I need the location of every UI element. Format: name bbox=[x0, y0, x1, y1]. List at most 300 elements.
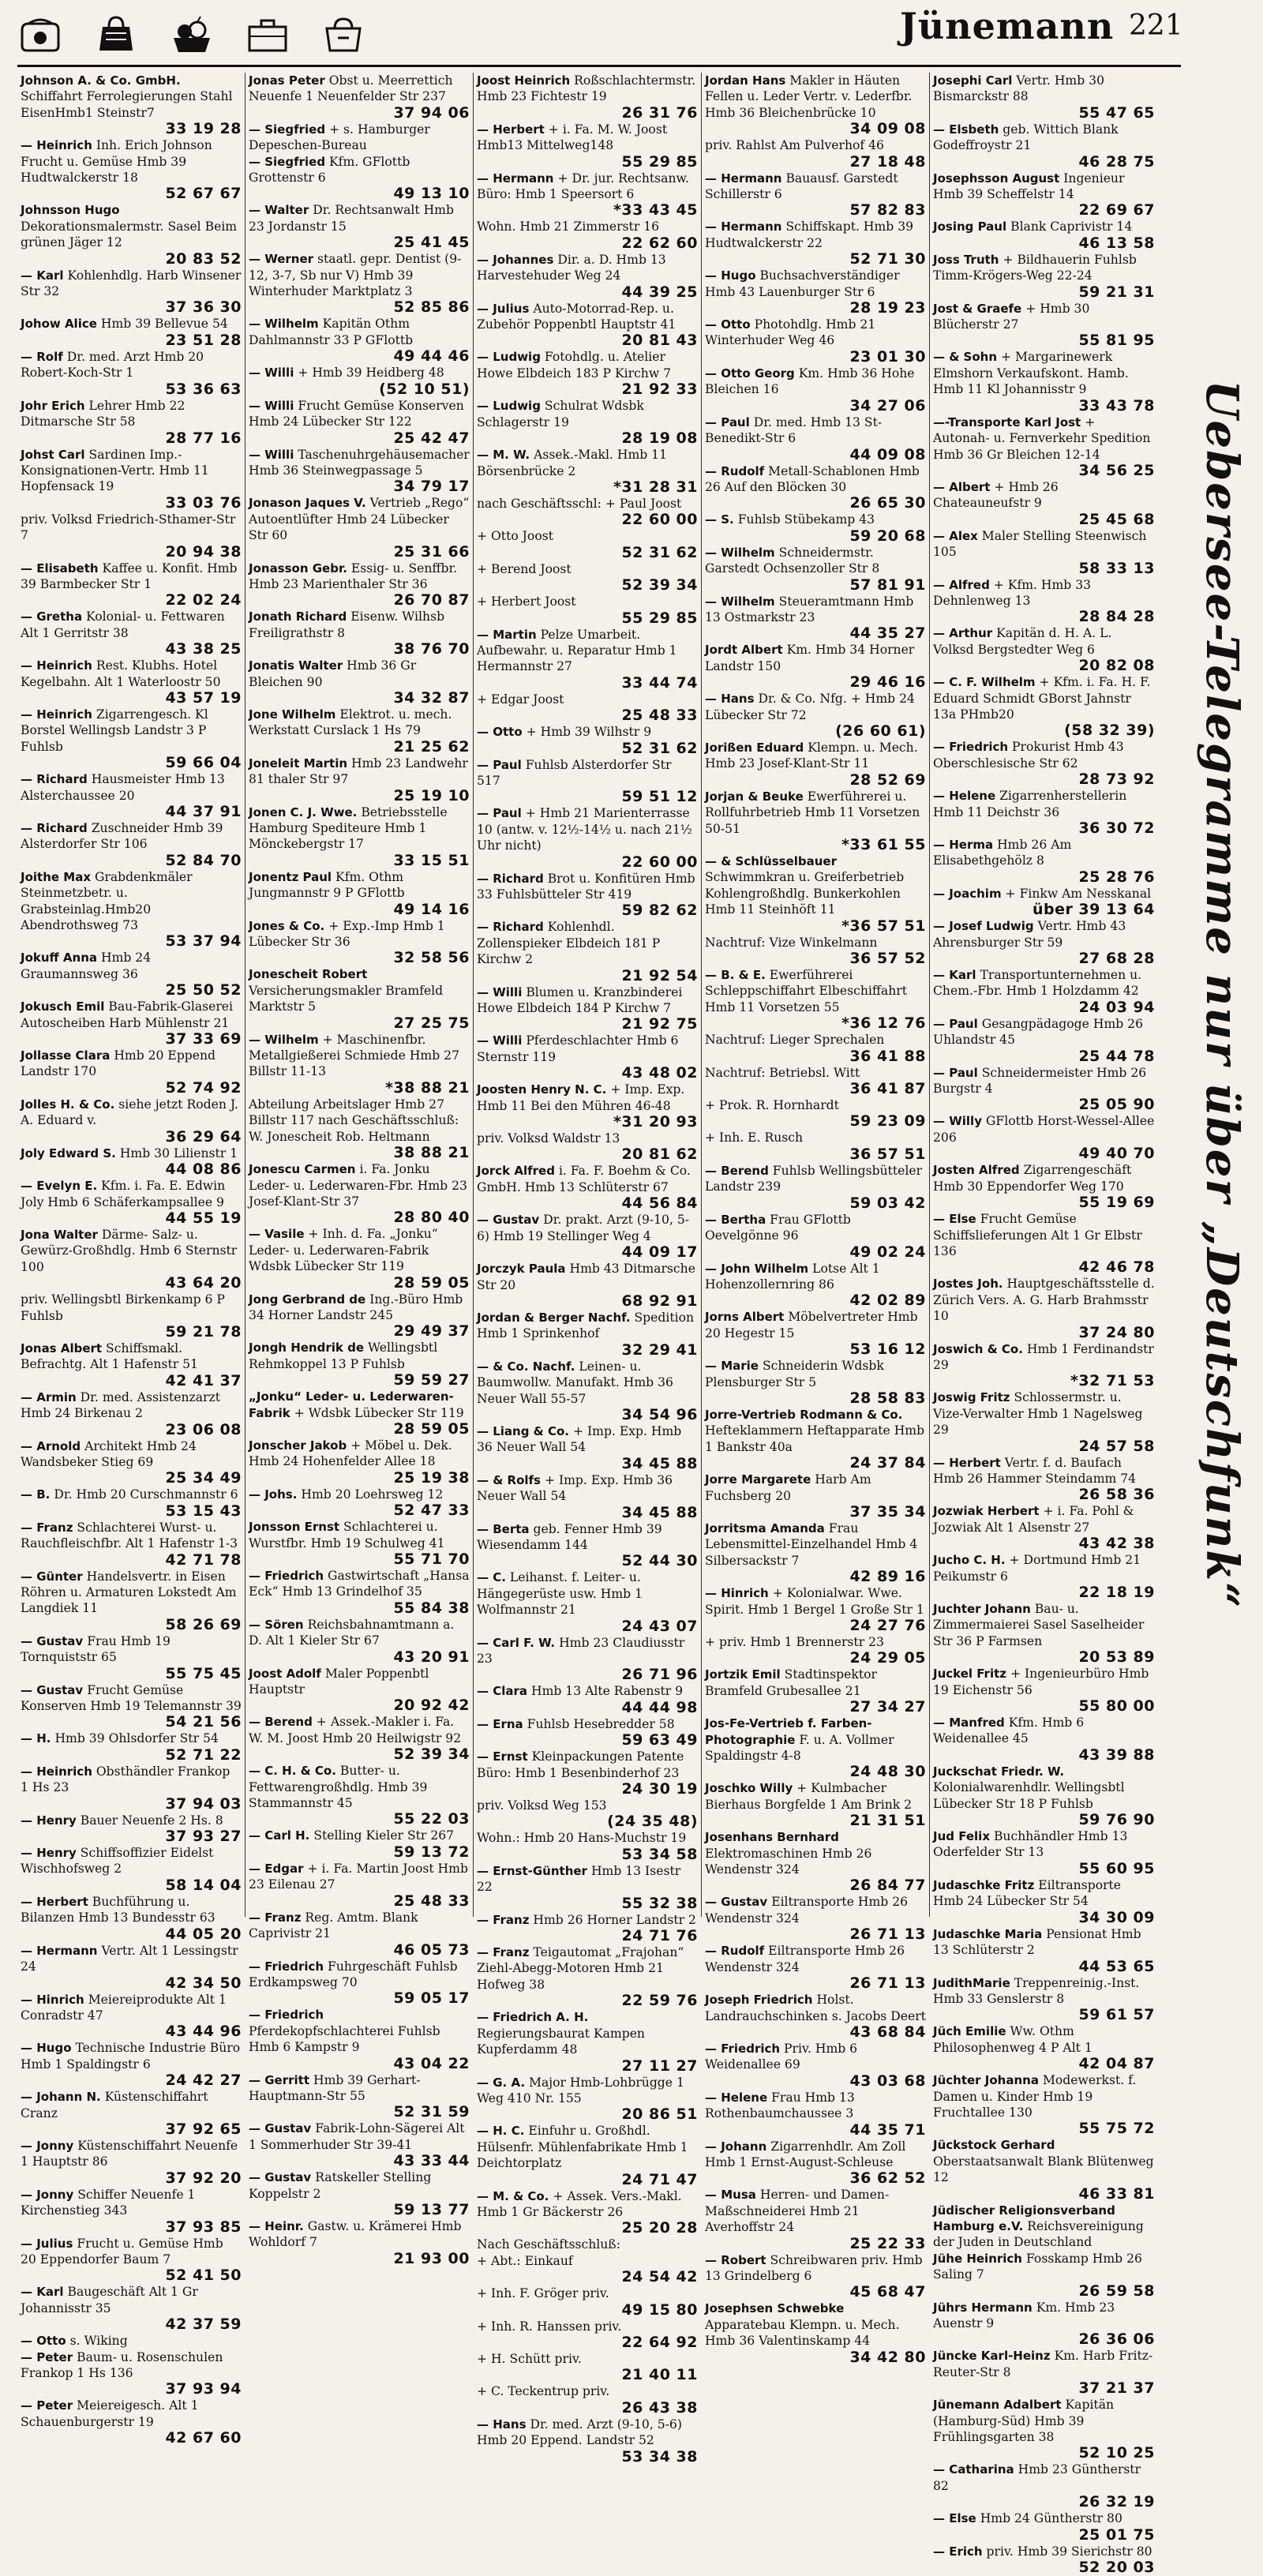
entry-name: — Gustav bbox=[477, 1213, 540, 1228]
entry-details: Km. Hmb 34 Horner Landstr 150 bbox=[705, 643, 915, 673]
entry-phone: *36 12 76 bbox=[841, 1014, 926, 1033]
entry-name: Jonas Peter bbox=[249, 73, 325, 88]
entry-details: Betriebsstelle Hamburg Spediteure Hmb 1 Mönckebergstr 17 bbox=[249, 804, 448, 852]
entry-details: Zigarrengesch. Kl Borstel Wellingsb Landstr 3 P Fuhlsb bbox=[21, 707, 208, 754]
entry-name: — Ernst bbox=[477, 1749, 528, 1764]
entry-phone: 43 04 22 bbox=[393, 2054, 470, 2072]
entry-details: Hmb 36 Gr Bleichen 90 bbox=[249, 658, 417, 689]
directory-entry bbox=[21, 1764, 242, 1813]
entry-name: Josephsson August bbox=[933, 171, 1060, 186]
entry-phone: 43 57 19 bbox=[165, 688, 242, 707]
entry-name: — Heinr. bbox=[249, 2218, 304, 2233]
entry-phone: 27 18 48 bbox=[849, 152, 926, 171]
entry-name: — H. C. bbox=[477, 2124, 525, 2139]
directory-entry bbox=[477, 171, 698, 219]
entry-phone: 25 50 52 bbox=[165, 981, 242, 999]
entry-phone: 59 13 77 bbox=[393, 2200, 470, 2218]
entry-name: — Berend bbox=[249, 1715, 313, 1730]
entry-phone: 26 70 87 bbox=[393, 591, 470, 609]
entry-phone: 26 71 96 bbox=[621, 1666, 698, 1684]
directory-entry bbox=[477, 2253, 698, 2285]
entry-details: Buchhändler Hmb 13 Oderfelder Str 13 bbox=[933, 1829, 1128, 1860]
directory-entry bbox=[477, 627, 698, 692]
directory-entry bbox=[705, 1309, 926, 1358]
directory-entry bbox=[477, 2319, 698, 2351]
entry-name: — H. bbox=[21, 1731, 51, 1746]
header-icons bbox=[17, 14, 366, 55]
entry-name: — Friedrich bbox=[933, 740, 1009, 755]
entry-details: Fabrik-Lohn-Sägerei Alt 1 Sommerhuder Str 39-41 bbox=[249, 2121, 465, 2152]
directory-entry bbox=[249, 1292, 470, 1340]
entry-details: Blank Caprivistr 14 bbox=[1010, 219, 1133, 234]
entry-phone: 59 51 12 bbox=[621, 788, 698, 806]
entry-phone: 42 02 89 bbox=[849, 1292, 926, 1310]
entry-details: Schneiderin Wdsbk Plensburger Str 5 bbox=[705, 1359, 884, 1389]
entry-details: Klempn. u. Mech. Hmb 23 Josef-Klant-Str 11 bbox=[705, 740, 918, 771]
entry-phone: 52 10 25 bbox=[1078, 2444, 1155, 2462]
entry-details: Km. Harb Fritz-Reuter-Str 8 bbox=[933, 2349, 1153, 2379]
entry-name: — Hans bbox=[705, 692, 755, 707]
entry-phone: 59 20 68 bbox=[849, 527, 926, 545]
directory-entry bbox=[21, 1943, 242, 1992]
entry-phone: 33 43 78 bbox=[1078, 396, 1155, 414]
entry-phone: 25 28 76 bbox=[1078, 868, 1155, 886]
entry-name: — M. W. bbox=[477, 448, 530, 463]
entry-name: — Erna bbox=[477, 1716, 523, 1731]
entry-name: Jollasse Clara bbox=[21, 1048, 111, 1063]
entry-details: Därme- Salz- u. Gewürz-Großhdlg. Hmb 6 Sternstr 100 bbox=[21, 1227, 238, 1274]
entry-phone: 26 59 58 bbox=[1078, 2282, 1155, 2300]
entry-details: + C. Teckentrup priv. bbox=[477, 2384, 610, 2399]
entry-details: + priv. Hmb 1 Brennerstr 23 bbox=[705, 1635, 884, 1649]
entry-details: Dr. med. Hmb 13 St-Benedikt-Str 6 bbox=[705, 414, 883, 446]
directory-entry bbox=[477, 349, 698, 398]
fruit-basket-icon bbox=[169, 14, 215, 55]
entry-name: — Gustav bbox=[249, 2121, 312, 2136]
entry-name: — Henry bbox=[21, 1813, 77, 1828]
entry-phone: 22 60 00 bbox=[621, 853, 698, 871]
directory-entry bbox=[933, 479, 1155, 528]
directory-entry bbox=[933, 2023, 1155, 2072]
entry-name: Jud Felix bbox=[933, 1829, 990, 1844]
directory-entry bbox=[249, 1617, 470, 1666]
entry-phone: 52 20 03 bbox=[1078, 2559, 1155, 2576]
entry-name: — Rolf bbox=[21, 349, 63, 364]
entry-details: Dr. med. Arzt (9-10, 5-6) Hmb 20 Eppend. Landstr 52 bbox=[477, 2417, 682, 2448]
entry-phone: 58 33 13 bbox=[1078, 559, 1155, 577]
entry-details: + i. Fa. M. W. Joost Hmb13 Mittelweg148 bbox=[477, 122, 668, 153]
entry-name: — Wilhelm bbox=[705, 594, 775, 609]
entry-phone: 52 71 22 bbox=[165, 1745, 242, 1764]
header-rule bbox=[17, 65, 1181, 67]
entry-name: Josephsen Schwebke bbox=[705, 2301, 845, 2316]
entry-details: Kfm. Othm Jungmannstr 9 P GFlottb bbox=[249, 869, 405, 901]
entry-name: Jortzik Emil bbox=[705, 1667, 781, 1682]
entry-name: — Wilhelm bbox=[249, 317, 319, 332]
entry-details: + Kfm. Hmb 33 Dehnlenweg 13 bbox=[933, 577, 1092, 608]
directory-entry bbox=[21, 349, 242, 398]
entry-details: Regierungsbaurat Kampen Kupferdamm 48 bbox=[477, 2026, 645, 2057]
entry-name: —-Transporte Karl Jost bbox=[933, 414, 1081, 429]
entry-details: + Möbel u. Dek. Hmb 24 Hohenfelder Allee 18 bbox=[249, 1438, 452, 1469]
entry-details: Spedition Hmb 1 Sprinkenhof bbox=[477, 1310, 695, 1341]
entry-details: Fotohdlg. u. Atelier Howe Elbdeich 183 P Kirchw 7 bbox=[477, 350, 672, 381]
entry-phone: 38 76 70 bbox=[393, 640, 470, 658]
entry-name: Jost & Graefe bbox=[933, 301, 1022, 316]
directory-entry bbox=[21, 1389, 242, 1438]
entry-details: Eiltransporte Hmb 26 Wendenstr 324 bbox=[705, 1895, 909, 1925]
entry-phone: 21 25 62 bbox=[393, 737, 470, 756]
entry-name: — Rudolf bbox=[705, 1944, 765, 1959]
entry-name: — Berend bbox=[705, 1163, 769, 1178]
entry-details: Eisenw. Wilhsb Freiligrathstr 8 bbox=[249, 609, 445, 640]
entry-phone: 27 25 75 bbox=[393, 1014, 470, 1032]
entry-phone: 24 43 07 bbox=[621, 1617, 698, 1635]
directory-entry bbox=[477, 984, 698, 1033]
entry-details: Meiereigesch. Alt 1 Schauenburgerstr 19 bbox=[21, 2398, 199, 2429]
entry-details: Frucht Gemüse Konserven Hmb 19 Telemannstr 39 bbox=[21, 1682, 242, 1714]
directory-entry bbox=[477, 2237, 698, 2252]
directory-entry bbox=[249, 609, 470, 658]
entry-details: Fuhlsb Alsterdorfer Str 517 bbox=[477, 757, 672, 788]
entry-name: Johow Alice bbox=[21, 317, 97, 332]
directory-entry bbox=[705, 740, 926, 789]
entry-name: — Heinrich bbox=[21, 707, 92, 722]
entry-phone: 34 42 80 bbox=[849, 2348, 926, 2366]
directory-entry bbox=[477, 561, 698, 594]
directory-entry bbox=[933, 1666, 1155, 1715]
entry-name: — Friedrich A. H. bbox=[477, 2010, 589, 2025]
entry-name: — Ludwig bbox=[477, 399, 541, 414]
entry-details: Brot u. Konfitüren Hmb 33 Fuhlsbütteler Str 419 bbox=[477, 871, 695, 902]
entry-details: Handelsvertr. in Eisen Röhren u. Armaturen Lokstedt Am Langdiek 11 bbox=[21, 1569, 237, 1616]
entry-name: Jorczyk Paula bbox=[477, 1262, 566, 1277]
entry-details: Obsthändler Frankop 1 Hs 23 bbox=[21, 1764, 230, 1795]
entry-name: — C. bbox=[477, 1570, 506, 1585]
directory-entry bbox=[705, 1163, 926, 1212]
directory-entry bbox=[933, 2397, 1155, 2462]
directory-entry bbox=[933, 1389, 1155, 1454]
directory-entry bbox=[249, 1666, 470, 1715]
entry-phone: 34 54 96 bbox=[621, 1405, 698, 1423]
directory-entry bbox=[933, 886, 1155, 918]
entry-phone: 33 19 28 bbox=[165, 120, 242, 138]
entry-details: Stelling Kieler Str 267 bbox=[313, 1828, 455, 1843]
entry-phone: 25 19 38 bbox=[393, 1468, 470, 1487]
entry-details: Schulrat Wdsbk Schlagerstr 19 bbox=[477, 399, 644, 429]
entry-phone: 37 33 69 bbox=[165, 1030, 242, 1048]
entry-details: Hmb 26 Am Elisabethgehölz 8 bbox=[933, 838, 1072, 868]
entry-phone: 53 16 12 bbox=[849, 1340, 926, 1359]
entry-name: — Edgar bbox=[249, 1861, 304, 1876]
entry-name: — Franz bbox=[249, 1910, 302, 1925]
entry-phone: 21 92 33 bbox=[621, 381, 698, 399]
entry-phone: 44 35 27 bbox=[849, 624, 926, 643]
directory-entry bbox=[21, 2089, 242, 2138]
entry-details: Dr. Hmb 20 Curschmannstr 6 bbox=[54, 1487, 238, 1502]
entry-phone: 24 54 42 bbox=[621, 2268, 698, 2286]
directory-entry bbox=[477, 1749, 698, 1798]
entry-phone: 45 68 47 bbox=[849, 2283, 926, 2301]
entry-name: Juckschat Friedr. W. bbox=[933, 1764, 1065, 1779]
directory-entry bbox=[477, 1569, 698, 1634]
entry-name: — Günter bbox=[21, 1569, 83, 1584]
entry-phone: 58 26 69 bbox=[165, 1615, 242, 1633]
entry-details: Hmb 1 Ferdinandstr 29 bbox=[933, 1341, 1154, 1372]
directory-entry bbox=[477, 692, 698, 724]
directory-entry bbox=[933, 1764, 1155, 1828]
entry-name: — Willi bbox=[249, 447, 294, 462]
entry-details: Hmb 24 Graumannsweg 36 bbox=[21, 951, 152, 981]
entry-phone: 24 03 94 bbox=[1078, 998, 1155, 1016]
entry-details: + Margarinewerk Elmshorn Verkaufskont. Hamb. Hmb 11 Kl Johannisstr 9 bbox=[933, 350, 1129, 397]
entry-details: Buchführung u. Bilanzen Hmb 13 Bundesstr 63 bbox=[21, 1894, 215, 1925]
directory-entry bbox=[933, 252, 1155, 301]
directory-entry bbox=[933, 2072, 1155, 2137]
directory-entry bbox=[477, 1798, 698, 1830]
directory-entry bbox=[249, 2007, 470, 2072]
entry-details: Auto-Motorrad-Rep. u. Zubehör Poppenbtl Hauptstr 41 bbox=[477, 301, 676, 332]
directory-column-5 bbox=[930, 73, 1158, 2576]
directory-entry bbox=[933, 1715, 1155, 1764]
entry-details: Hmb 23 Claudiusstr 23 bbox=[477, 1635, 685, 1666]
entry-name: — Hermann bbox=[705, 219, 782, 234]
entry-details: Schiffahrt Ferrolegierungen Stahl EisenHmb1 Steinstr7 bbox=[21, 89, 233, 120]
entry-details: + Finkw Am Nesskanal bbox=[1005, 886, 1152, 901]
entry-name: Jonescheit Robert bbox=[249, 967, 368, 982]
entry-name: — Hermann bbox=[705, 171, 782, 186]
entry-details: + Dr. jur. Rechtsanw. Büro: Hmb 1 Speersort 6 bbox=[477, 171, 689, 202]
entry-details: Transportunternehmen u. Chem.-Fbr. Hmb 1 Holzdamm 42 bbox=[933, 968, 1142, 999]
entry-name: — Catharina bbox=[933, 2462, 1014, 2477]
entry-phone: 57 82 83 bbox=[849, 201, 926, 219]
entry-name: Jüch Emilie bbox=[933, 2024, 1006, 2039]
entry-details: Vertr. Hmb 30 Bismarckstr 88 bbox=[933, 73, 1105, 104]
entry-details: + Otto Joost bbox=[477, 529, 553, 544]
directory-entry bbox=[249, 1487, 470, 1519]
directory-entry bbox=[249, 2169, 470, 2218]
entry-details: Wohn. Hmb 21 Zimmerstr 16 bbox=[477, 219, 660, 234]
entry-name: Joswig Fritz bbox=[933, 1390, 1010, 1405]
directory-entry bbox=[933, 2462, 1155, 2510]
entry-phone: 44 09 17 bbox=[621, 1243, 698, 1262]
entry-name: Jostes Joh. bbox=[933, 1277, 1003, 1292]
entry-phone: 34 27 06 bbox=[849, 396, 926, 414]
entry-name: Jones & Co. bbox=[249, 918, 325, 933]
directory-entry bbox=[933, 122, 1155, 171]
directory-entry bbox=[933, 1552, 1155, 1601]
directory-entry bbox=[21, 1682, 242, 1731]
directory-entry bbox=[249, 122, 470, 154]
entry-details: Schlossermstr. u. Vize-Verwalter Hmb 1 Nagelsweg 29 bbox=[933, 1390, 1143, 1438]
entry-name: — Hugo bbox=[705, 268, 756, 283]
directory-entry bbox=[705, 691, 926, 740]
directory-entry bbox=[21, 2040, 242, 2089]
entry-details: Kolonialwarenhdlr. Wellingsbtl Lübecker Str 18 P Fuhlsb bbox=[933, 1780, 1125, 1811]
directory-entry bbox=[21, 2187, 242, 2236]
entry-phone: 37 93 85 bbox=[165, 2218, 242, 2236]
entry-phone: 22 69 67 bbox=[1078, 201, 1155, 219]
entry-name: Jonentz Paul bbox=[249, 869, 332, 884]
entry-details: Obst u. Meerrettich Neuenfe 1 Neuenfelder Str 237 bbox=[249, 73, 453, 104]
directory-entry bbox=[21, 2333, 242, 2349]
entry-details: + Hmb 39 Wilhstr 9 bbox=[526, 725, 652, 740]
entry-phone: 27 11 27 bbox=[621, 2057, 698, 2075]
directory-entry bbox=[477, 757, 698, 806]
directory-entry bbox=[933, 1503, 1155, 1552]
entry-phone: 59 66 04 bbox=[165, 754, 242, 772]
entry-name: Josephi Carl bbox=[933, 73, 1013, 88]
entry-details: Prokurist Hmb 43 Oberschlesische Str 62 bbox=[933, 740, 1124, 771]
directory-column-4 bbox=[702, 73, 930, 2366]
directory-entry bbox=[705, 1520, 926, 1585]
entry-name: — C. H. & Co. bbox=[249, 1764, 336, 1779]
directory-entry bbox=[21, 561, 242, 609]
entry-name: — & Rolfs bbox=[477, 1472, 541, 1487]
directory-entry bbox=[21, 1178, 242, 1227]
entry-details: Fuhlsb Hesebredder 58 bbox=[527, 1716, 675, 1731]
entry-details: Wohn.: Hmb 20 Hans-Muchstr 19 bbox=[477, 1831, 687, 1846]
entry-details: Baugeschäft Alt 1 Gr Johannisstr 35 bbox=[21, 2285, 198, 2315]
entry-phone: 49 40 70 bbox=[1078, 1145, 1155, 1163]
entry-phone: (26 60 61) bbox=[835, 722, 926, 740]
directory-entry bbox=[249, 447, 470, 496]
entry-phone: 44 56 84 bbox=[621, 1194, 698, 1213]
entry-details: Herren- und Damen-Maßschneiderei Hmb 21 Averhoffstr 24 bbox=[705, 2188, 890, 2235]
directory-entry bbox=[21, 1730, 242, 1763]
directory-entry bbox=[249, 869, 470, 918]
entry-name: — Arthur bbox=[933, 626, 993, 641]
entry-phone: 37 93 27 bbox=[165, 1828, 242, 1846]
entry-details: Kapitän d. H. A. L. Volksd Bergstedter Weg 6 bbox=[933, 626, 1112, 657]
entry-phone: 55 80 00 bbox=[1078, 1697, 1155, 1715]
entry-phone: 49 15 80 bbox=[621, 2300, 698, 2319]
entry-details: + Assek.-Makler i. Fa. W. M. Joost Hmb 20 Heilwigstr 92 bbox=[249, 1715, 462, 1745]
entry-details: Leihanst. f. Leiter- u. Hängegerüste usw. Hmb 1 Wolfmannstr 21 bbox=[477, 1570, 643, 1618]
entry-details: + Wdsbk Lübecker Str 119 bbox=[294, 1405, 464, 1420]
directory-entry bbox=[477, 724, 698, 756]
entry-name: — Erich bbox=[933, 2544, 983, 2559]
entry-phone: 55 22 03 bbox=[393, 1810, 470, 1828]
entry-details: Photohdlg. Hmb 21 Winterhuder Weg 46 bbox=[705, 317, 876, 348]
directory-entry bbox=[933, 1016, 1155, 1065]
directory-entry bbox=[933, 2544, 1155, 2576]
entry-phone: 53 37 94 bbox=[165, 932, 242, 951]
directory-entry bbox=[933, 2300, 1155, 2349]
entry-details: Dr. & Co. Nfg. + Hmb 24 Lübecker Str 72 bbox=[705, 692, 915, 722]
entry-name: — Evelyn E. bbox=[21, 1179, 98, 1194]
entry-name: Juchter Johann bbox=[933, 1602, 1031, 1616]
entry-details: Vertrieb „Rego“ Autoentlüfter Hmb 24 Lübecker Str 60 bbox=[249, 496, 470, 543]
entry-phone: 36 41 87 bbox=[849, 1080, 926, 1098]
entry-details: Maler Stelling Steenwisch 105 bbox=[933, 528, 1147, 560]
directory-entry bbox=[21, 658, 242, 707]
directory-entry bbox=[705, 1992, 926, 2041]
entry-name: — Richard bbox=[21, 821, 88, 835]
entry-details: + Inh. E. Rusch bbox=[705, 1131, 804, 1146]
entry-details: staatl. gepr. Dentist (9-12, 3-7, Sb nur V) Hmb 39 Winterhuder Marktplatz 3 bbox=[249, 252, 462, 299]
entry-details: + s. Hamburger Depeschen-Bureau bbox=[249, 122, 430, 153]
directory-entry bbox=[933, 2137, 1155, 2202]
entry-details: Teigautomat „Frajohan“ Ziehl-Abegg-Motoren Hmb 21 Hofweg 38 bbox=[477, 1945, 684, 1992]
directory-entry bbox=[705, 1032, 926, 1064]
entry-name: — Franz bbox=[21, 1520, 73, 1535]
entry-details: + Prok. R. Hornhardt bbox=[705, 1098, 839, 1113]
entry-phone: 34 09 08 bbox=[849, 120, 926, 138]
entry-details: Hmb 23 Güntherstr 82 bbox=[933, 2462, 1141, 2493]
directory-entry bbox=[477, 594, 698, 626]
directory-entry bbox=[21, 1992, 242, 2041]
entry-phone: (52 10 51) bbox=[379, 380, 470, 398]
entry-details: Taschenuhrgehäusemacher Hmb 36 Steinwegpassage 5 bbox=[249, 447, 470, 478]
entry-phone: 55 29 85 bbox=[621, 609, 698, 627]
entry-phone: 49 13 10 bbox=[393, 185, 470, 203]
directory-entry bbox=[705, 2187, 926, 2252]
entry-name: — Paul bbox=[477, 806, 522, 821]
entry-phone: 37 93 94 bbox=[165, 2380, 242, 2398]
entry-phone: *31 20 93 bbox=[613, 1113, 698, 1131]
entry-name: — Henry bbox=[21, 1846, 77, 1861]
directory-entry bbox=[477, 1863, 698, 1912]
entry-details: nach Geschäftsschl: + Paul Joost bbox=[477, 496, 682, 511]
entry-details: Bauer Neuenfe 2 Hs. 8 bbox=[80, 1813, 223, 1828]
entry-phone: 43 64 20 bbox=[165, 1274, 242, 1292]
entry-name: — Else bbox=[933, 1212, 976, 1227]
sidebar-banner bbox=[1184, 73, 1260, 1917]
entry-name: — Herbert bbox=[933, 1455, 1001, 1470]
directory-entry bbox=[933, 414, 1155, 479]
entry-name: Jonsson Ernst bbox=[249, 1520, 340, 1535]
directory-entry bbox=[477, 1944, 698, 2009]
entry-phone: 28 19 23 bbox=[849, 299, 926, 317]
entry-details: s. Wiking bbox=[69, 2334, 128, 2349]
entry-name: — Otto Georg bbox=[705, 366, 795, 381]
entry-details: Zuschneider Hmb 39 Alsterdorfer Str 106 bbox=[21, 821, 223, 852]
entry-name: — Armin bbox=[21, 1389, 77, 1404]
entry-phone: 22 60 00 bbox=[621, 511, 698, 529]
entry-details: Kleinpackungen Patente Büro: Hmb 1 Besenbinderhof 23 bbox=[477, 1749, 684, 1780]
entry-phone: 24 57 58 bbox=[1078, 1437, 1155, 1455]
entry-name: — Hugo bbox=[21, 2041, 72, 2056]
entry-details: Reichsbahnamtmann a. D. Alt 1 Kieler Str 67 bbox=[249, 1617, 455, 1648]
entry-name: Joseph Friedrich bbox=[705, 1993, 813, 2008]
entry-details: Rest. Klubhs. Hotel Kegelbahn. Alt 1 Waterloostr 50 bbox=[21, 658, 221, 689]
entry-details: + Inh. R. Hanssen priv. bbox=[477, 2319, 622, 2334]
directory-entry bbox=[21, 1487, 242, 1519]
directory-entry bbox=[477, 1163, 698, 1212]
entry-name: — Gretha bbox=[21, 609, 83, 624]
entry-details: Kaffee u. Konfit. Hmb 39 Barmbecker Str 1 bbox=[21, 561, 238, 591]
entry-name: Jong Gerbrand de bbox=[249, 1292, 366, 1307]
directory-entry bbox=[705, 1261, 926, 1310]
entry-name: Juckel Fritz bbox=[933, 1667, 1006, 1682]
directory-entry bbox=[249, 1519, 470, 1568]
entry-phone: 25 48 33 bbox=[621, 707, 698, 725]
entry-name: — Julius bbox=[477, 301, 530, 316]
entry-phone: *33 61 55 bbox=[841, 836, 926, 853]
entry-name: Jorre Margarete bbox=[705, 1472, 811, 1487]
entry-phone: 22 59 76 bbox=[621, 1992, 698, 2010]
entry-name: — Elsbeth bbox=[933, 122, 999, 137]
entry-name: — Wilhelm bbox=[705, 545, 775, 560]
entry-name: — Otto bbox=[477, 725, 523, 740]
entry-name: — Johann bbox=[705, 2139, 767, 2154]
entry-phone: 52 31 59 bbox=[393, 2103, 470, 2121]
entry-name: — Werner bbox=[249, 252, 314, 267]
entry-details: Hmb 20 Loehrsweg 12 bbox=[301, 1487, 444, 1502]
directory-entry bbox=[21, 2349, 242, 2398]
directory-entry bbox=[21, 2236, 242, 2285]
